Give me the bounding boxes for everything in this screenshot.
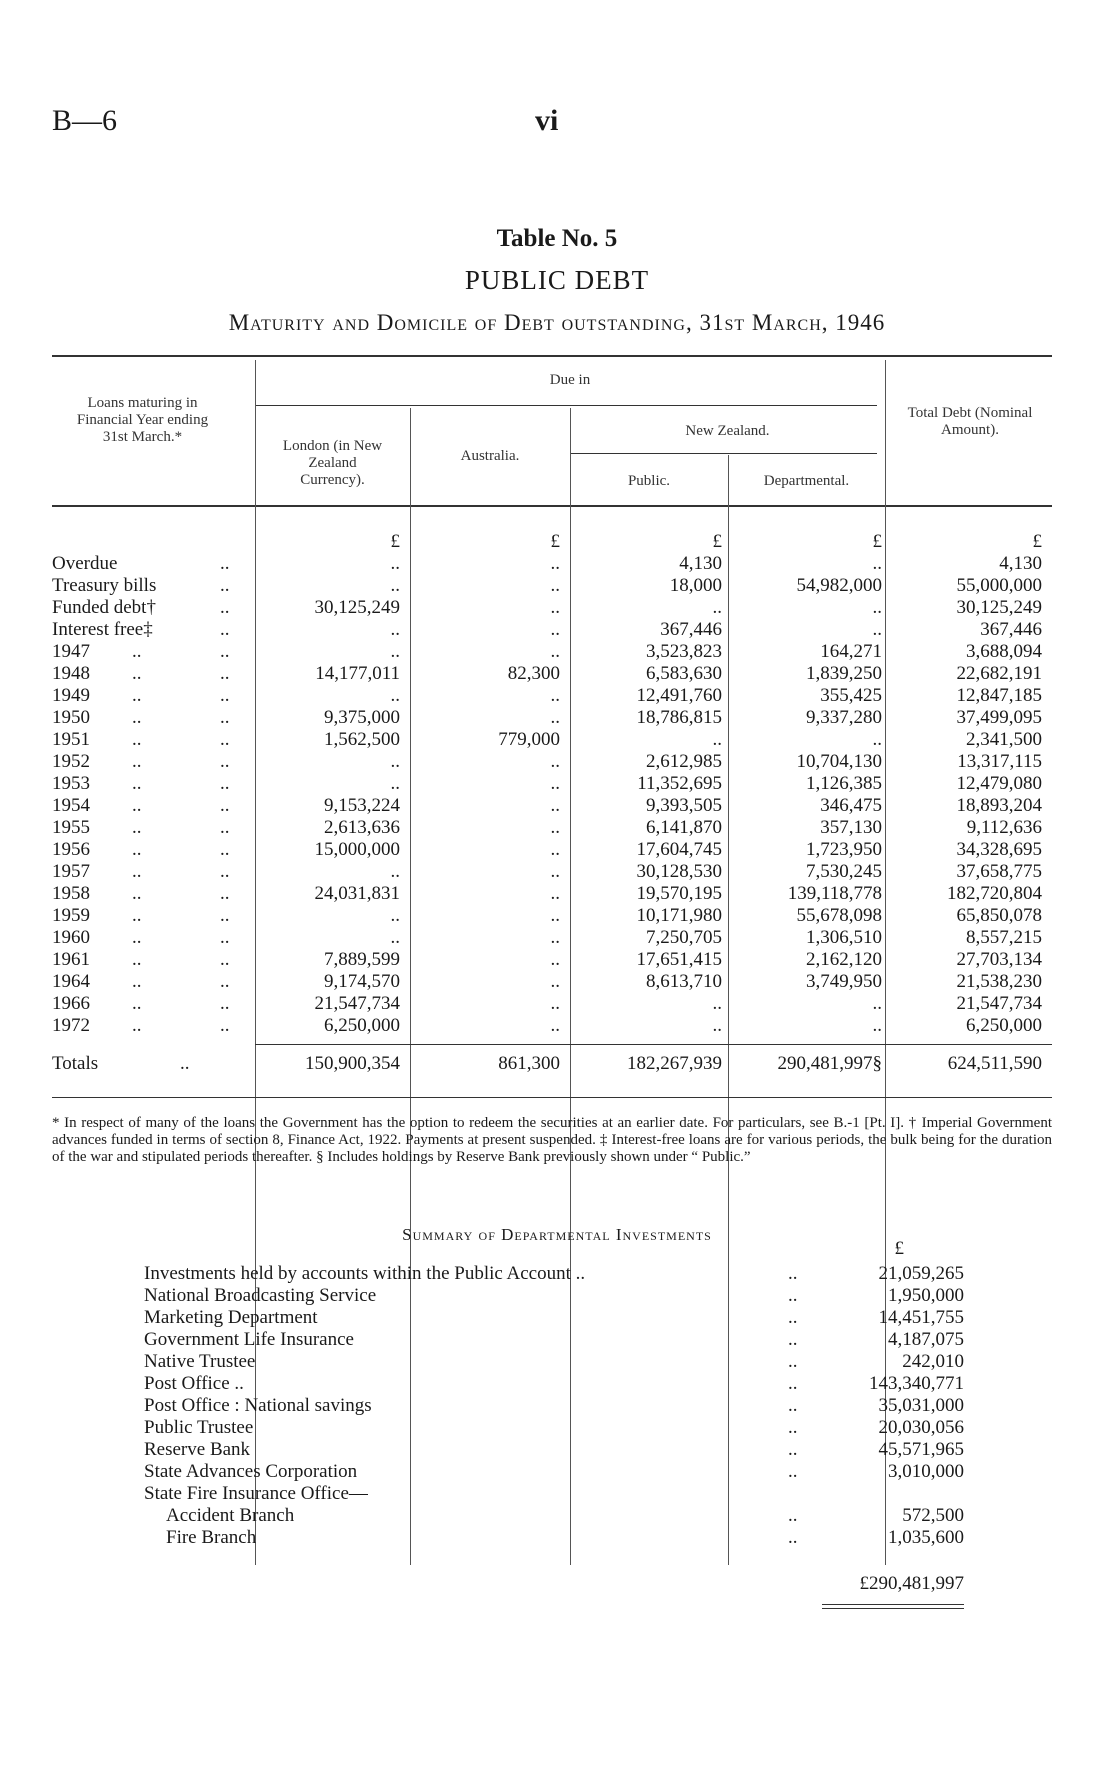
header-london: London (in New Zealand Currency). [282,438,383,488]
cell-london: 14,177,011 [315,663,400,684]
summary-item [144,1505,964,1527]
cell-london: .. [390,927,400,948]
summary-leader: .. [788,1461,798,1482]
summary-item [144,1329,964,1351]
cell-london: .. [390,619,400,640]
summary-value: 45,571,965 [878,1439,964,1460]
table-row [52,795,1052,817]
cell-departmental: 1,126,385 [806,773,882,794]
summary-value: 143,340,771 [869,1373,964,1394]
cell-australia: .. [550,927,560,948]
row-label: 1952 [52,751,90,772]
cell-london: .. [390,751,400,772]
row-label: 1961 [52,949,90,970]
cell-departmental: .. [872,729,882,750]
cell-australia: .. [550,1015,560,1036]
totals-leader: .. [180,1053,190,1074]
row-leader: .. [220,993,230,1014]
cell-departmental: 55,678,098 [796,905,882,926]
cell-total: 9,112,636 [966,817,1042,838]
cell-australia: .. [550,949,560,970]
cell-australia: .. [550,905,560,926]
summary-label: National Broadcasting Service [144,1285,377,1306]
cell-london: 2,613,636 [324,817,400,838]
summary-total: £290,481,997 [859,1573,964,1594]
row-label: 1960 [52,927,90,948]
header-total: Total Debt (Nominal Amount). [907,405,1033,438]
cell-total: 34,328,695 [956,839,1042,860]
header-new-zealand: New Zealand. [685,423,770,439]
cell-departmental: 2,162,120 [806,949,882,970]
summary-label: State Advances Corporation [144,1461,358,1482]
cell-australia: .. [550,707,560,728]
summary-leader: .. [788,1439,798,1460]
summary-value: 21,059,265 [878,1263,964,1284]
cell-departmental: 9,337,280 [806,707,882,728]
row-leader: .. [132,949,142,970]
currency-public: £ [712,531,722,552]
summary-leader: .. [788,1307,798,1328]
summary-value: 20,030,056 [878,1417,964,1438]
row-label: 1954 [52,795,90,816]
cell-australia: .. [550,883,560,904]
cell-total: 30,125,249 [956,597,1042,618]
summary-label: Investments held by accounts within the Public Account .. [144,1263,586,1284]
summary-total-rule-bottom [822,1608,964,1609]
row-leader: .. [220,751,230,772]
cell-london: 21,547,734 [314,993,400,1014]
totals-london: 150,900,354 [305,1053,400,1074]
page-subtitle: Maturity and Domicile of Debt outstanding, 31st March, 1946 [228,310,886,335]
cell-london: .. [390,575,400,596]
cell-london: 7,889,599 [324,949,400,970]
cell-australia: .. [550,619,560,640]
summary-leader: .. [788,1527,798,1548]
table-row [52,597,1052,619]
cell-total: 13,317,115 [957,751,1042,772]
row-leader: .. [220,817,230,838]
row-leader: .. [132,861,142,882]
cell-departmental: 346,475 [820,795,882,816]
table-row [52,927,1052,949]
cell-public: .. [712,993,722,1014]
row-leader: .. [220,685,230,706]
row-label: Overdue [52,553,118,574]
table-row [52,993,1052,1015]
summary-item [144,1351,964,1373]
row-leader: .. [220,1015,230,1036]
row-label: 1957 [52,861,90,882]
row-label: 1958 [52,883,90,904]
row-leader: .. [220,839,230,860]
cell-departmental: 3,749,950 [806,971,882,992]
cell-departmental: 10,704,130 [796,751,882,772]
summary-value: 242,010 [902,1351,964,1372]
cell-australia: .. [550,817,560,838]
header-public: Public. [627,473,671,489]
cell-total: 37,658,775 [956,861,1042,882]
row-leader: .. [220,971,230,992]
cell-total: 55,000,000 [956,575,1042,596]
page-code: B—6 [52,104,118,137]
table-row [52,707,1052,729]
summary-value: 1,035,600 [888,1527,964,1548]
row-leader: .. [220,927,230,948]
row-leader: .. [220,729,230,750]
cell-australia: 779,000 [498,729,560,750]
row-leader: .. [132,993,142,1014]
cell-departmental: 357,130 [820,817,882,838]
cell-departmental: .. [872,1015,882,1036]
cell-public: 30,128,530 [636,861,722,882]
cell-departmental: 7,530,245 [806,861,882,882]
row-leader: .. [132,905,142,926]
row-leader: .. [220,773,230,794]
cell-total: 21,538,230 [956,971,1042,992]
cell-public: 6,141,870 [646,817,722,838]
row-leader: .. [132,971,142,992]
totals-total: 624,511,590 [947,1053,1042,1074]
cell-total: 8,557,215 [966,927,1042,948]
cell-london: 9,375,000 [324,707,400,728]
cell-departmental: .. [872,597,882,618]
cell-departmental: .. [872,553,882,574]
cell-public: 11,352,695 [637,773,722,794]
table-row [52,685,1052,707]
cell-total: 27,703,134 [956,949,1042,970]
cell-australia: .. [550,773,560,794]
summary-label: Native Trustee [144,1351,256,1372]
summary-leader: .. [788,1263,798,1284]
summary-value: 4,187,075 [888,1329,964,1350]
totals-departmental: 290,481,997§ [777,1053,882,1074]
table-row [52,905,1052,927]
summary-total-rule-top [822,1604,964,1605]
row-leader: .. [220,663,230,684]
cell-departmental: .. [872,619,882,640]
summary-value: 572,500 [902,1505,964,1526]
cell-australia: .. [550,575,560,596]
summary-total-row [144,1573,964,1595]
table-row [52,641,1052,663]
cell-public: 7,250,705 [646,927,722,948]
cell-public: 367,446 [660,619,722,640]
row-leader: .. [220,553,230,574]
cell-london: 6,250,000 [324,1015,400,1036]
cell-total: 12,479,080 [956,773,1042,794]
row-leader: .. [220,861,230,882]
cell-total: 4,130 [999,553,1042,574]
summary-item [144,1461,964,1483]
summary-label: Post Office : National savings [144,1395,372,1416]
row-label: Interest free‡ [52,619,153,640]
summary-value: 14,451,755 [878,1307,964,1328]
table-bottom-rule [52,1097,1052,1098]
cell-australia: .. [550,839,560,860]
table-number: Table No. 5 [496,225,618,252]
cell-public: 12,491,760 [636,685,722,706]
cell-public: .. [712,729,722,750]
table-row [52,751,1052,773]
summary-label: Public Trustee [144,1417,254,1438]
table-row [52,575,1052,597]
row-label: 1955 [52,817,90,838]
cell-public: 6,583,630 [646,663,722,684]
cell-australia: .. [550,641,560,662]
cell-public: 17,604,745 [636,839,722,860]
cell-australia: .. [550,795,560,816]
summary-value: 3,010,000 [888,1461,964,1482]
row-label: 1948 [52,663,90,684]
row-label: 1966 [52,993,90,1014]
cell-london: .. [390,773,400,794]
cell-australia: .. [550,861,560,882]
cell-london: 9,153,224 [324,795,400,816]
cell-total: 18,893,204 [956,795,1042,816]
cell-departmental: 164,271 [820,641,882,662]
cell-total: 367,446 [980,619,1042,640]
table-row [52,553,1052,575]
cell-london: .. [390,553,400,574]
row-leader: .. [132,707,142,728]
summary-item [144,1307,964,1329]
cell-london: .. [390,641,400,662]
summary-item [144,1395,964,1417]
table-row [52,817,1052,839]
summary-currency-row [144,1238,964,1258]
currency-london: £ [390,531,400,552]
cell-australia: .. [550,597,560,618]
row-leader: .. [220,575,230,596]
summary-label: State Fire Insurance Office— [144,1483,368,1504]
row-leader: .. [220,597,230,618]
totals-label: Totals [52,1053,99,1074]
cell-total: 37,499,095 [956,707,1042,728]
summary-item [144,1483,964,1505]
summary-title: Summary of Departmental Investments [402,1225,712,1244]
totals-australia: 861,300 [498,1053,560,1074]
summary-label: Marketing Department [144,1307,318,1328]
cell-australia: .. [550,685,560,706]
cell-london: 30,125,249 [314,597,400,618]
table-row [52,861,1052,883]
table-row [52,663,1052,685]
summary-leader: .. [788,1505,798,1526]
cell-australia: .. [550,751,560,772]
cell-total: 22,682,191 [956,663,1042,684]
row-leader: .. [220,619,230,640]
row-leader: .. [220,707,230,728]
summary-item [144,1417,964,1439]
currency-australia: £ [550,531,560,552]
cell-total: 21,547,734 [956,993,1042,1014]
row-leader: .. [220,883,230,904]
cell-australia: .. [550,993,560,1014]
summary-leader: .. [788,1373,798,1394]
cell-public: 8,613,710 [646,971,722,992]
cell-departmental: 1,306,510 [806,927,882,948]
cell-total: 182,720,804 [947,883,1042,904]
cell-public: .. [712,597,722,618]
summary-item [144,1439,964,1461]
cell-total: 2,341,500 [966,729,1042,750]
cell-public: 9,393,505 [646,795,722,816]
currency-departmental: £ [872,531,882,552]
summary-leader: .. [788,1285,798,1306]
summary-leader: .. [788,1351,798,1372]
row-leader: .. [132,1015,142,1036]
row-leader: .. [132,685,142,706]
cell-australia: 82,300 [507,663,560,684]
row-label: 1951 [52,729,90,750]
row-label: 1972 [52,1015,90,1036]
row-leader: .. [132,729,142,750]
currency-row [52,531,1052,553]
header-due-in: Due in [549,372,591,388]
cell-total: 6,250,000 [966,1015,1042,1036]
row-leader: .. [220,949,230,970]
summary-label: Government Life Insurance [144,1329,354,1350]
cell-total: 12,847,185 [956,685,1042,706]
table-row [52,729,1052,751]
row-leader: .. [132,927,142,948]
summary-label: Fire Branch [166,1527,257,1548]
row-leader: .. [220,641,230,662]
currency-total: £ [1032,531,1042,552]
row-leader: .. [220,795,230,816]
row-leader: .. [220,905,230,926]
cell-departmental: 1,723,950 [806,839,882,860]
page-title: PUBLIC DEBT [464,265,650,295]
row-leader: .. [132,839,142,860]
cell-departmental: 1,839,250 [806,663,882,684]
summary-leader: .. [788,1329,798,1350]
summary-leader: .. [788,1395,798,1416]
totals-top-rule [255,1044,1052,1045]
summary-value: 35,031,000 [878,1395,964,1416]
row-leader: .. [132,663,142,684]
table-row [52,619,1052,641]
summary-leader: .. [788,1417,798,1438]
cell-departmental: .. [872,993,882,1014]
due-in-rule [255,405,877,406]
summary-currency: £ [894,1238,904,1259]
row-label: 1953 [52,773,90,794]
table-row [52,839,1052,861]
row-label: 1959 [52,905,90,926]
row-label: 1950 [52,707,90,728]
row-leader: .. [132,817,142,838]
row-leader: .. [132,641,142,662]
cell-london: .. [390,861,400,882]
header-departmental: Departmental. [763,473,850,489]
cell-london: 9,174,570 [324,971,400,992]
cell-london: .. [390,905,400,926]
cell-australia: .. [550,553,560,574]
cell-public: 2,612,985 [646,751,722,772]
cell-total: 65,850,078 [956,905,1042,926]
totals-row [52,1053,1052,1075]
row-label: 1949 [52,685,90,706]
row-label: 1964 [52,971,90,992]
cell-london: 1,562,500 [324,729,400,750]
cell-public: 3,523,823 [646,641,722,662]
table-row [52,883,1052,905]
cell-public: 17,651,415 [636,949,722,970]
page-number: vi [535,104,559,137]
table-top-rule [52,355,1052,357]
new-zealand-rule [570,453,877,454]
cell-public: 4,130 [679,553,722,574]
cell-london: .. [390,685,400,706]
header-loans: Loans maturing in Financial Year ending 31st March.* [76,395,209,445]
cell-public: 18,786,815 [636,707,722,728]
row-label: 1956 [52,839,90,860]
row-label: Funded debt† [52,597,156,618]
table-row [52,971,1052,993]
cell-public: 18,000 [669,575,722,596]
row-label: Treasury bills [52,575,157,596]
cell-departmental: 54,982,000 [796,575,882,596]
summary-label: Post Office .. [144,1373,244,1394]
row-label: 1947 [52,641,90,662]
cell-public: .. [712,1015,722,1036]
summary-value: 1,950,000 [888,1285,964,1306]
summary-item [144,1527,964,1549]
row-leader: .. [132,795,142,816]
totals-public: 182,267,939 [627,1053,722,1074]
summary-label: Accident Branch [166,1505,295,1526]
summary-item [144,1285,964,1307]
cell-departmental: 139,118,778 [787,883,882,904]
cell-london: 15,000,000 [314,839,400,860]
cell-australia: .. [550,971,560,992]
table-row [52,949,1052,971]
header-bottom-rule [52,505,1052,507]
cell-london: 24,031,831 [314,883,400,904]
row-leader: .. [132,751,142,772]
header-australia: Australia. [460,448,520,464]
table-row [52,1015,1052,1037]
summary-label: Reserve Bank [144,1439,251,1460]
cell-public: 19,570,195 [636,883,722,904]
cell-total: 3,688,094 [966,641,1042,662]
cell-departmental: 355,425 [820,685,882,706]
row-leader: .. [132,773,142,794]
cell-public: 10,171,980 [636,905,722,926]
row-leader: .. [132,883,142,904]
summary-item [144,1373,964,1395]
table-row [52,773,1052,795]
footnotes: * In respect of many of the loans the Government has the option to redeem the securities at an earlier date. For particulars, see B.-1 [Pt. I]. † Imperial Government advances funded in terms of section 8, Finance Act, 1922. Payments at present suspended. ‡ Interest-free loans are for various periods, the bulk being for the duration of the war and stipulated periods thereafter. § Includes holdings by Reserve Bank previously shown under “ Public.” [52,1115,1052,1165]
summary-item [144,1263,964,1285]
